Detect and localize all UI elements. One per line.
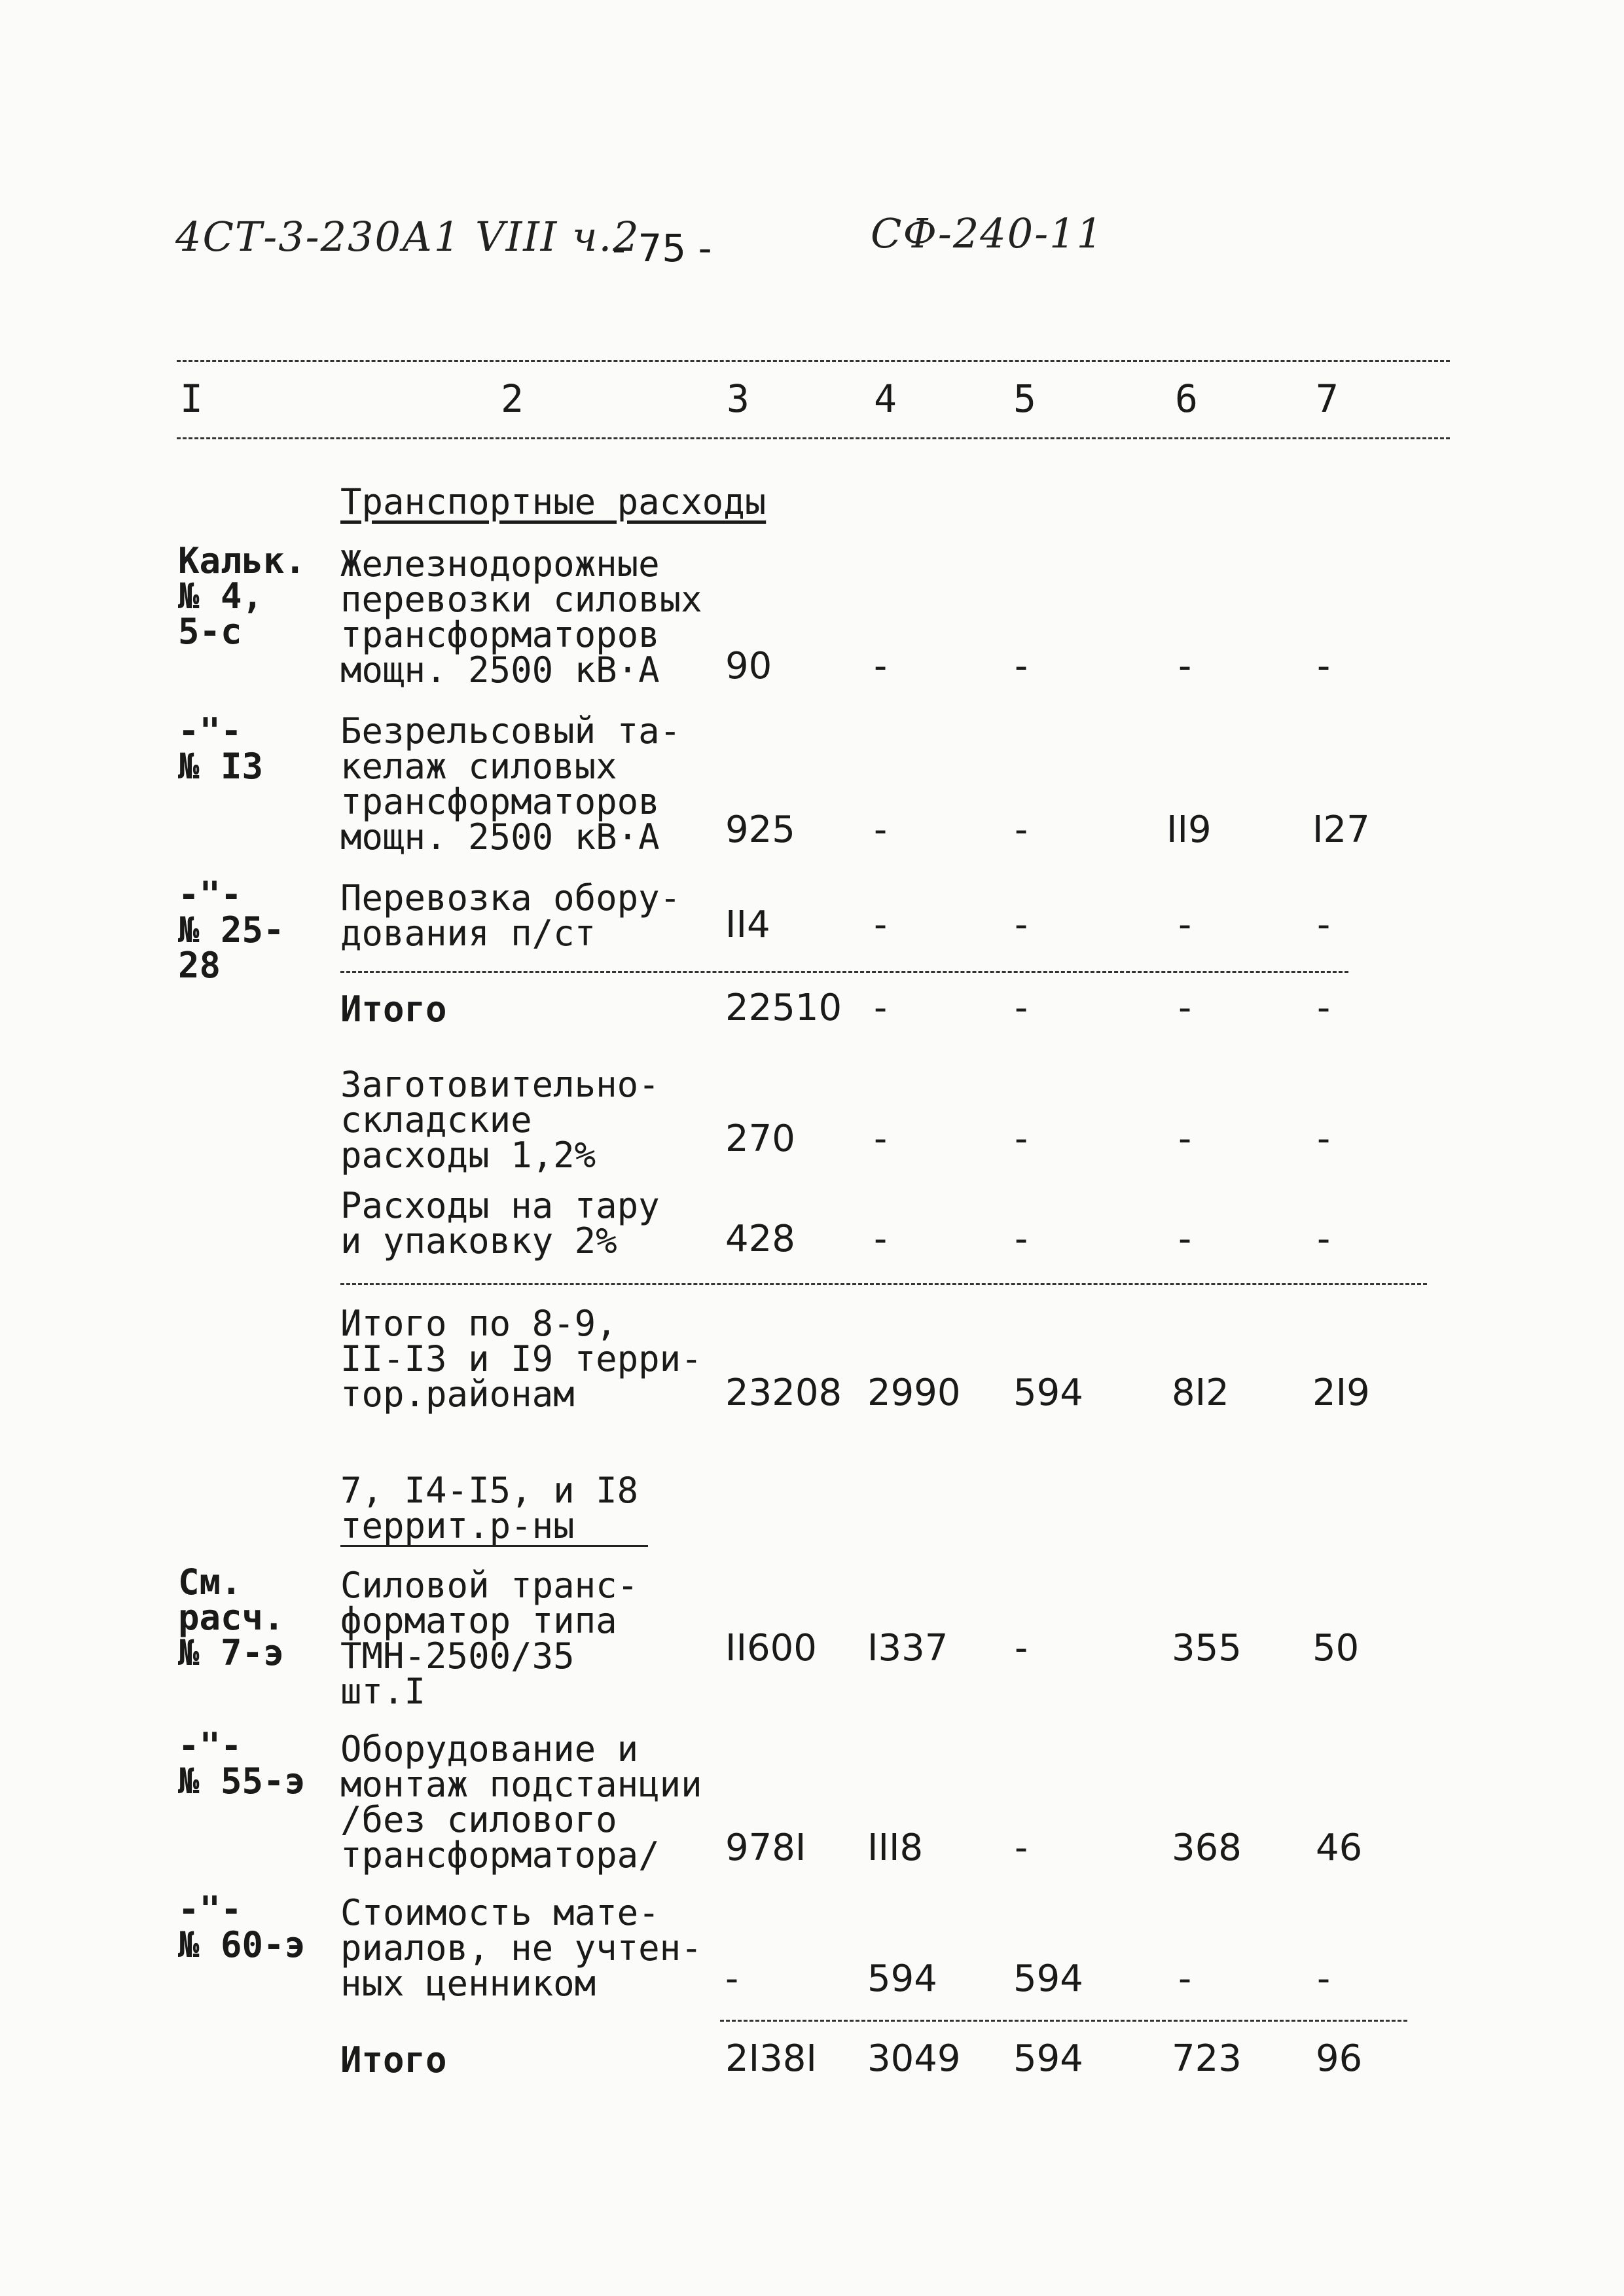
cell-col3: 270 [725, 1118, 795, 1160]
cell-col4: - [874, 809, 888, 851]
row-name: Итого по 8-9, II-I3 и I9 терри- тор.районам [340, 1303, 702, 1415]
cell-col4: 3049 [867, 2037, 961, 2080]
cell-col4: - [874, 645, 888, 687]
row-ref: -"- № 25- 28 [178, 874, 285, 986]
cell-col6: - [1178, 987, 1192, 1029]
cell-col3: 978I [725, 1827, 806, 1869]
cell-col4: - [874, 1118, 888, 1160]
cell-col7: - [1317, 1958, 1331, 2000]
cell-col5: 594 [1013, 1958, 1083, 2000]
col-header-6: 6 [1175, 376, 1198, 421]
cell-col4: - [874, 903, 888, 946]
cell-col3: II4 [725, 903, 770, 946]
total-rule [720, 2020, 1407, 2022]
cell-col6: - [1178, 903, 1192, 946]
cell-col3: 90 [725, 645, 772, 687]
row-name: Железнодорожные перевозки силовых трансформаторов мощн. 2500 кВ·А [340, 543, 702, 691]
cell-col4: - [874, 987, 888, 1029]
cell-col4: I337 [867, 1627, 948, 1669]
row-name: Расходы на тару и упаковку 2% [340, 1185, 660, 1262]
header-top-rule [177, 360, 1450, 362]
subtotal-rule [340, 971, 1348, 973]
row-name: Итого [340, 2039, 447, 2081]
row-ref: -"- № 60-э [178, 1889, 306, 1965]
cell-col6: - [1178, 1218, 1192, 1260]
subtotal-rule [340, 1283, 1427, 1285]
cell-col5: - [1015, 1627, 1028, 1669]
cell-col7: - [1317, 1118, 1331, 1160]
col-header-4: 4 [874, 376, 897, 421]
page-number: - 75 - [612, 226, 712, 270]
section-underline [340, 1545, 648, 1547]
col-header-7: 7 [1316, 376, 1339, 421]
cell-col6: 368 [1172, 1827, 1242, 1869]
cell-col5: 594 [1013, 1372, 1083, 1414]
cell-col4: III8 [867, 1827, 924, 1869]
section-title-transport: Транспортные расходы [340, 481, 767, 522]
cell-col3: 2I38I [725, 2037, 817, 2080]
cell-col6: 8I2 [1172, 1372, 1229, 1414]
cell-col6: 355 [1172, 1627, 1242, 1669]
series-code: СФ-240-11 [871, 210, 1104, 257]
cell-col7: 96 [1316, 2037, 1363, 2080]
cell-col5: - [1015, 987, 1028, 1029]
col-header-3: 3 [727, 376, 749, 421]
document-code: 4СТ-3-230А1 VIII ч.2 [175, 213, 640, 261]
cell-col5: - [1015, 809, 1028, 851]
cell-col7: - [1317, 903, 1331, 946]
row-ref: См. расч. № 7-э [178, 1561, 285, 1673]
cell-col3: II600 [725, 1627, 817, 1669]
row-name: Стоимость мате- риалов, не учтен- ных ценником [340, 1892, 702, 2004]
cell-col5: - [1015, 903, 1028, 946]
cell-col6: - [1178, 1958, 1192, 2000]
row-name: Оборудование и монтаж подстанции /без силового трансформатора/ [340, 1728, 702, 1876]
cell-col3: 925 [725, 809, 795, 851]
cell-col5: - [1015, 1218, 1028, 1260]
cell-col5: 594 [1013, 2037, 1083, 2080]
cell-col7: 50 [1312, 1627, 1360, 1669]
section-title-territories: 7, I4-I5, и I8 террит.р-ны [340, 1470, 639, 1546]
cell-col6: II9 [1166, 809, 1212, 851]
header-bottom-rule [177, 437, 1450, 439]
cell-col3: - [725, 1958, 739, 2000]
cell-col4: 2990 [867, 1372, 961, 1414]
cell-col7: 2I9 [1312, 1372, 1370, 1414]
cell-col3: 428 [725, 1218, 795, 1260]
cell-col6: 723 [1172, 2037, 1242, 2080]
col-header-2: 2 [501, 376, 524, 421]
cell-col6: - [1178, 645, 1192, 687]
cell-col4: 594 [867, 1958, 937, 2000]
row-name: Заготовительно- складские расходы 1,2% [340, 1064, 660, 1176]
row-name: Силовой транс- форматор типа ТМН-2500/35 шт.I [340, 1565, 639, 1712]
cell-col3: 22510 [725, 987, 842, 1029]
cell-col7: - [1317, 1218, 1331, 1260]
row-name: Перевозка обору- дования п/ст [340, 877, 681, 954]
cell-col5: - [1015, 1118, 1028, 1160]
cell-col5: - [1015, 645, 1028, 687]
cell-col3: 23208 [725, 1372, 842, 1414]
col-header-5: 5 [1013, 376, 1036, 421]
cell-col5: - [1015, 1827, 1028, 1869]
row-name: Безрельсовый та- келаж силовых трансформаторов мощн. 2500 кВ·А [340, 710, 681, 858]
col-header-1: I [180, 376, 203, 421]
cell-col7: - [1317, 645, 1331, 687]
cell-col7: I27 [1312, 809, 1370, 851]
cell-col7: - [1317, 987, 1331, 1029]
cell-col4: - [874, 1218, 888, 1260]
row-ref: Кальк. № 4, 5-с [178, 540, 306, 652]
row-ref: -"- № I3 [178, 710, 264, 787]
row-ref: -"- № 55-э [178, 1725, 306, 1802]
cell-col6: - [1178, 1118, 1192, 1160]
cell-col7: 46 [1316, 1827, 1363, 1869]
row-name: Итого [340, 989, 447, 1030]
